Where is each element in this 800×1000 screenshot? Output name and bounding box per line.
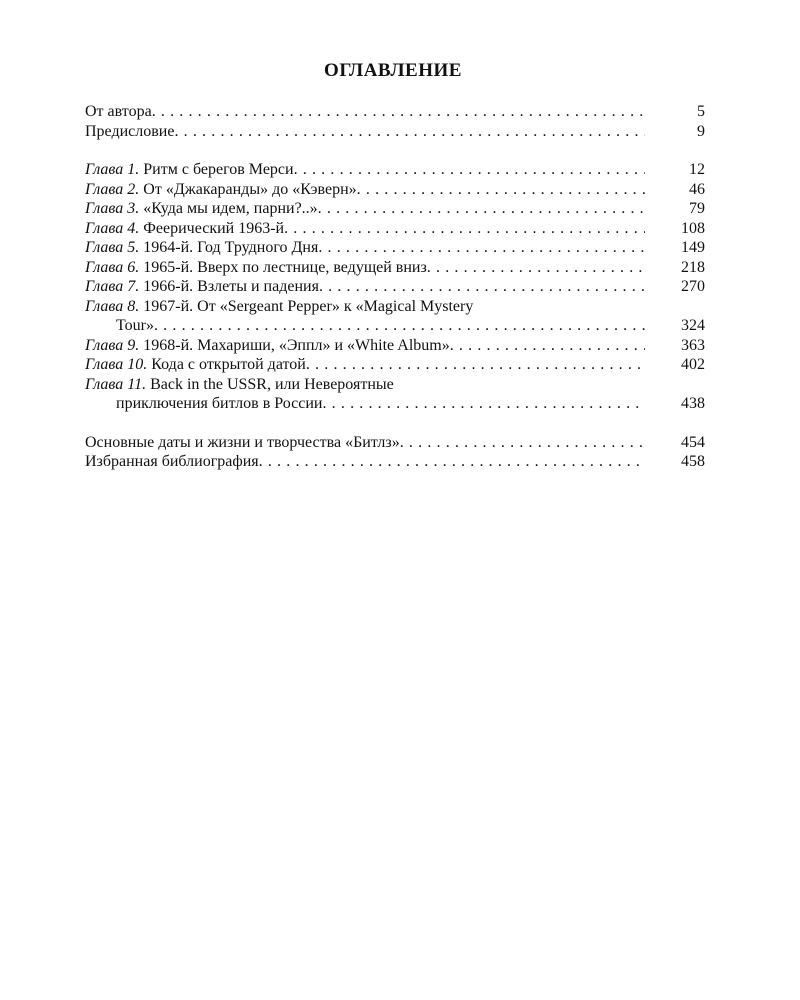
dot-leader [294, 160, 645, 180]
page-title: ОГЛАВЛЕНИЕ [324, 60, 462, 81]
toc-entry-page: 270 [681, 278, 705, 295]
dot-leader [174, 122, 645, 142]
toc-entry-page: 218 [681, 258, 705, 276]
dot-leader [318, 199, 645, 219]
chapter-title: 1968-й. Махариши, «Эппл» и «White Album» [143, 336, 450, 354]
toc-entry-chapter-7[interactable] [85, 277, 705, 297]
front-matter-group [85, 102, 705, 141]
chapter-title: Ритм с берегов Мерси [143, 161, 294, 178]
toc-entry-chapter-3[interactable] [85, 199, 705, 219]
toc-entry-chapter-4[interactable] [85, 219, 705, 239]
chapter-prefix: Глава 11. [85, 375, 147, 393]
toc-entry-chapter-8-line-2[interactable] [85, 316, 705, 336]
table-of-contents [85, 102, 705, 472]
chapter-title: От «Джакаранды» до «Кэверн» [143, 180, 357, 198]
toc-entry-chapter-8-line-1[interactable] [85, 297, 705, 317]
toc-entry[interactable] [85, 433, 705, 453]
toc-entry-label: Основные даты и жизни и творчества «Битлз» [85, 433, 400, 451]
chapter-title: Back in the USSR, или Невероятные [150, 375, 394, 393]
toc-entry-chapter-2[interactable] [85, 180, 705, 200]
toc-entry-label: Избранная библиография [85, 453, 259, 470]
dot-leader [318, 238, 645, 258]
toc-entry-label: От автора [85, 103, 152, 120]
toc-entry[interactable] [85, 122, 705, 142]
toc-entry-page: 458 [681, 453, 705, 470]
chapter-prefix: Глава 6. [85, 258, 140, 276]
toc-entry-page: 79 [689, 200, 705, 217]
toc-entry-chapter-5[interactable] [85, 238, 705, 258]
dot-leader [319, 277, 645, 297]
chapter-title-continuation: Tour» [116, 317, 154, 334]
dot-leader [322, 394, 645, 414]
dot-leader [306, 355, 645, 375]
toc-entry-chapter-11-line-2[interactable] [85, 394, 705, 414]
chapter-title: Феерический 1963-й [143, 219, 285, 237]
chapter-prefix: Глава 1. [85, 161, 140, 178]
chapter-title: 1966-й. Взлеты и падения [143, 278, 319, 295]
chapter-title: 1965-й. Вверх по лестнице, ведущей вниз [143, 258, 427, 276]
toc-entry-page: 438 [681, 395, 705, 412]
chapter-title-continuation: приключения битлов в России [116, 395, 323, 412]
dot-leader [284, 219, 645, 239]
toc-entry-page: 5 [697, 103, 705, 120]
chapter-title: «Куда мы идем, парни?..» [143, 200, 318, 217]
toc-entry-chapter-1[interactable] [85, 160, 705, 180]
toc-entry-chapter-10[interactable] [85, 355, 705, 375]
toc-entry-page: 9 [697, 122, 705, 140]
toc-entry-chapter-9[interactable] [85, 336, 705, 356]
dot-leader [259, 452, 645, 472]
toc-entry-page: 149 [681, 239, 705, 256]
chapter-prefix: Глава 3. [85, 200, 140, 217]
toc-entry-page: 324 [681, 317, 705, 334]
chapter-prefix: Глава 4. [85, 219, 140, 237]
dot-leader [427, 258, 645, 278]
toc-entry-page: 46 [689, 180, 705, 198]
toc-entry-page: 108 [681, 219, 705, 237]
dot-leader [152, 102, 645, 122]
toc-entry-page: 454 [681, 433, 705, 451]
dot-leader [357, 180, 645, 200]
chapter-prefix: Глава 10. [85, 356, 148, 373]
chapter-prefix: Глава 2. [85, 180, 140, 198]
toc-entry-chapter-6[interactable] [85, 258, 705, 278]
chapter-prefix: Глава 8. [85, 297, 140, 315]
dot-leader [154, 316, 645, 336]
toc-entry-page: 402 [681, 356, 705, 373]
chapters-group [85, 160, 705, 414]
toc-entry[interactable] [85, 102, 705, 122]
toc-entry-page: 12 [689, 161, 705, 178]
toc-entry[interactable] [85, 452, 705, 472]
chapter-title: 1964-й. Год Трудного Дня [143, 239, 319, 256]
chapter-prefix: Глава 9. [85, 336, 140, 354]
dot-leader [450, 336, 645, 356]
chapter-title: 1967-й. От «Sergeant Pepper» к «Magical Mystery [143, 297, 474, 315]
chapter-prefix: Глава 7. [85, 278, 140, 295]
chapter-title: Кода с открытой датой [151, 356, 306, 373]
toc-entry-label: Предисловие [85, 122, 175, 140]
toc-entry-page: 363 [681, 336, 705, 354]
toc-entry-chapter-11-line-1[interactable] [85, 375, 705, 395]
dot-leader [400, 433, 645, 453]
chapter-prefix: Глава 5. [85, 239, 140, 256]
back-matter-group [85, 433, 705, 472]
